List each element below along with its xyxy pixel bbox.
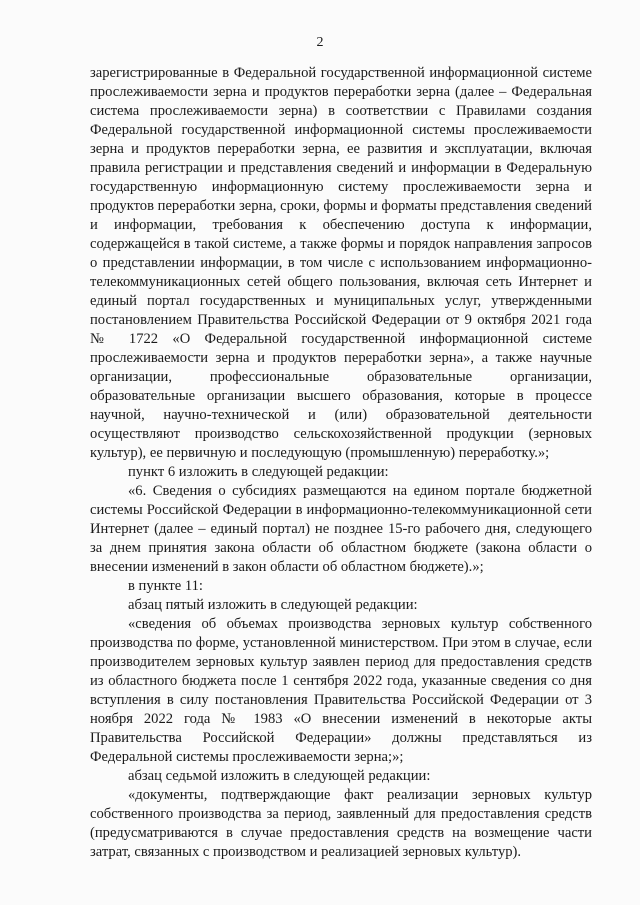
paragraph-point-6-text: «6. Сведения о субсидиях размещаются на едином портале бюджетной системы Российской Федерации в информационно-телекоммуникационной сети Интернет (далее – единый портал) не позднее 15-го рабочего дня, следующего за днем принятия закона области об областном бюджете (закона области о внесении изменений в закон области об областном бюджете).»;: [90, 483, 592, 575]
paragraph-in-point-11: в пункте 11:: [128, 578, 203, 594]
paragraph-amend-subpara-5: абзац пятый изложить в следующей редакции:: [128, 597, 418, 613]
paragraph-eligible-recipients: зарегистрированные в Федеральной государственной информационной системе прослеживаемости зерна и продуктов переработки зерна (далее – Федеральная система прослеживаемости зерна) в соответствии с Правилами создания Федеральной государственной информационной системы прослеживаемости зерна и продуктов переработки зерна, ее развития и эксплуатации, включая правила регистрации и представления сведений и информации в Федеральную государственную информационную систему прослеживаемости зерна и продуктов переработки зерна, сроки, формы и форматы представления сведений и информации, требования к обеспечению доступа к информации, содержащейся в такой системе, а также формы и порядок направления запросов о представлении информации, в том числе с использованием информационно-телекоммуникационных сетей общего пользования, включая сеть Интернет и единый портал государственных и муниципальных услуг, утвержденными постановлением Правительства Российской Федерации от 9 октября 2021 года № 1722 «О Федеральной государственной информационной системе прослеживаемости зерна и продуктов переработки зерна», а также научные организации, профессиональные образовательные организации, образовательные организации высшего образования, которые в процессе научной, научно-технической и (или) образовательной деятельности осуществляют производство сельскохозяйственной продукции (зерновых культур), ее первичную и последующую (промышленную) переработку.»;: [90, 65, 592, 461]
paragraph-amend-subpara-7: абзац седьмой изложить в следующей редакции:: [128, 768, 431, 784]
page-number: 2: [316, 35, 324, 50]
document-body: [90, 64, 592, 862]
paragraph-amend-point-6: пункт 6 изложить в следующей редакции:: [128, 464, 389, 480]
paragraph-subpara-5-text: «сведения об объемах производства зерновых культур собственного производства по форме, установленной министерством. При этом в случае, если производителем зерновых культур заявлен период для предоставления средств из областного бюджета после 1 сентября 2022 года, указанные сведения со дня вступления в силу постановления Правительства Российской Федерации от 3 ноября 2022 года № 1983 «О внесении изменений в некоторые акты Правительства Российской Федерации» должны представляться из Федеральной системы прослеживаемости зерна;»;: [90, 616, 592, 765]
paragraph-subpara-7-text: «документы, подтверждающие факт реализации зерновых культур собственного производства за период, заявленный для предоставления средств (предусматриваются в случае предоставления средств на возмещение части затрат, связанных с производством и реализацией зерновых культур).: [90, 787, 592, 860]
